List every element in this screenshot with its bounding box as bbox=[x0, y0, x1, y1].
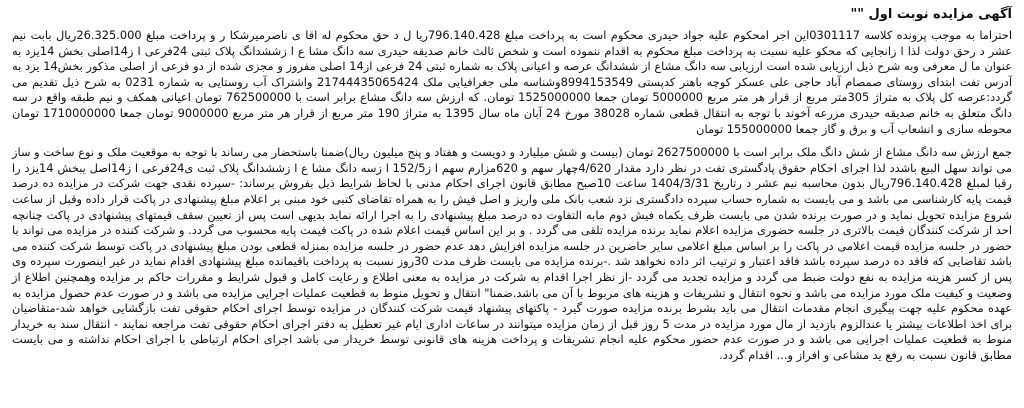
notice-title: آگهی مزایده نوبت اول "" bbox=[850, 7, 1012, 22]
notice-paragraph-2: جمع ارزش سه دانگ مشاع از شش دانگ ملک برابر است با 2627500000 تومان (بیست و شش میلیارد و دویست و هفتاد و پنج میلیون ریال)ضمنا باستحضار می رساند با توجه به موقعیت ملک و نوع ساخت و ساز می تواند سهل البیع باشدد لذا اجرای احکام حقوق پادگستری تفت در نظر دارد مقدار 4/620چهار سهم و 620مزارم سهم ا ز152/5 ا زسه دانگ مشا ع ا زششدانگ پلاک ثبت ی24فرعی ا ز14اصل یبخش 14یزد را رقبا لمبلغ 796.140.428ریال بدون محاسبه نیم عشر د رتاریخ 1404/3/31 ساعت 10صبح مطابق قانون اجرای احکام مدنی با لحاظ شرایط ذیل بفروش برساند: -سپرده نقدی جهت شرکت در مزایده ده درصد قیمت پایه کارشناسی می باشد و می بایست به شماره حساب سپرده دادگستری نزد شعب بانک ملی واریز و اصل فیش را به همراه تقاضای کتبی خود مبنی بر اعلام مبلغ پیشنهادی در پاکت قرار داده وقبل از ساعت شروع مزایده تحویل نماید و در صورت برنده شدن می بایست ظرف یکماه فیش دوم مابه التفاوت ده درصد مبلغ پیشنهادی را به اجرا ارائه نماید بدیهی است پس از تعیین سقف قیمتهای پیشنهادی در پاکت چنانچه احد از شرکت کنندگان قیمت بالاتری در جلسه حضوری مزایده اعلام نماید برنده مزایده تلقی می گردد . و بر این اساس قیمت اعلام شده در پاکت قیمت پایه محسوب می گردد. و شرکت کننده در مزایده می تواند با حضور در جلسه مزایده قیمت اعلامی در پاکت را بر اساس مبلغ اعلامی سایر حاضرین در جلسه مزایده افزایش دهد عدم حضور در جلسه مزایده بمنزله قطعی بودن مبلغ پیشنهادی در پاکت توسط شرکت کننده می باشد تقاضایی که فاقد ده درصد سپرده باشد فاقد اعتبار و ترتیب اثر داده نخواهد شد .-برنده مزایده می بایست ظرف مدت 30روز نسبت به پرداخت باقیمانده مبلغ پیشنهادی اقدام نماید در غیر اینصورت سپرده وی پس از کسر هزینه مزایده به نفع دولت ضبط می گردد و مزایده تجدید می گردد -از نظر اجرا اقدام به شرکت در مزایده به معنی اطلاع و رعایت کامل و قبول شرایط و مقررات حاکم بر مزایده وهمچنین اطلاع از وضعیت و کیفیت ملک مورد مزایده می باشد و نحوه انتقال و تشریفات و هزینه های مربوط با آن می باشد.ضمنا" انتقال و تحویل منوط به قطعیت عملیات اجرایی مزایده می باشد و در صورت عدم حصول مزایده به عهده محکوم علیه جهت پیگیری انجام مقدمات انتقال می باید بشرط برنده مزایده صورت گیرد - پاکتهای پیشنهاد قیمت شرکت کنندگان در مزایده توسط اجرای احکام حقوقی تفت بازگشایی خواهد شد-متقاضیان برای اخذ اطلاعات بیشتر یا عندالزوم بازدید از مال مورد مزایده در مدت 5 روز قبل از زمان مزایده میتوانند در ساعات اداری ایام غیر تعطیل به دفتر اجرای احکام حقوقی تفت مراجعه نمایند - انتقال سند به خریدار منوط به قطعیت عملیات اجرایی می باشد و در صورت عدم حضور محکوم علیه انجام تشریفات و پرداخت هزینه های قانونی توسط خریدار می باشد اجرای احکام ارتباطی با اجرای احکام نداشته و می بایست مطابق قانون نسبت به رفع ید مشاعی و افراز و... اقدام گردد. bbox=[12, 145, 1012, 362]
notice-paragraph-1: احتراما به موجب پرونده کلاسه 0301117این اجر امحکوم علیه جواد حیدری محکوم است به پرداخت مبلغ 796.140.428ریا ل د حق محکوم له اقا ی ناصرمیرشکا ر و پرداخت مبلغ 26.325.000ریال بابت نیم عشر د رحق دولت لذا ا زانجایی که محکو علیه نسبت به پرداخت مبلغ محکوم به اقدام ننموده است و شخص ثالث خانم صدیقه حیدری سه دانگ مشا ع ا زششدانگ پلاک ثبتی 24فرعی ا ز14اصلی بخش 14یزد به عنوان ما ل معرفی وبه شرح ذیل ارزیابی شده است ارزیابی سه دانگ مشاع از ششدانگ عرصه و اعیانی پلاک به شماره ثبتی 24 فرعی از14 اصلی مفروز و مجزی شده از دو فرعی از اصلی مذکور بخش14 یزد به آدرس تفت ابتدای روستای صمصام آباد حاجی علی عسکر کوچه باهنر کدپستی 8994153549وشناسه ملی جغرافیایی ملک 21744435065424 واشتراک آب روستایی به شماره 0231 به شرح ذیل تقدیم می گردد:عرصه کل پلاک به متراژ 305متر مربع از قرار هر متر مربع 5000000 تومان جمعا 1525000000 تومان. که ارزش سه دانگ مشاع برابر است با 762500000 تومان اعیانی همکف و نیم طبقه واقع در سه دانگ متعلق به خانم صدیقه حیدری مزرعه آخوند با توجه به انتقال قطعی شماره 38028 مورخ 24 آبان ماه سال 1395 به متراژ 190 متر مربع از قرار هر متر مربع 9000000 تومان جمعا 1710000000 تومان محوطه سازی و انشعاب آب و برق و گاز جمعا 155000000 تومان bbox=[12, 28, 1013, 136]
